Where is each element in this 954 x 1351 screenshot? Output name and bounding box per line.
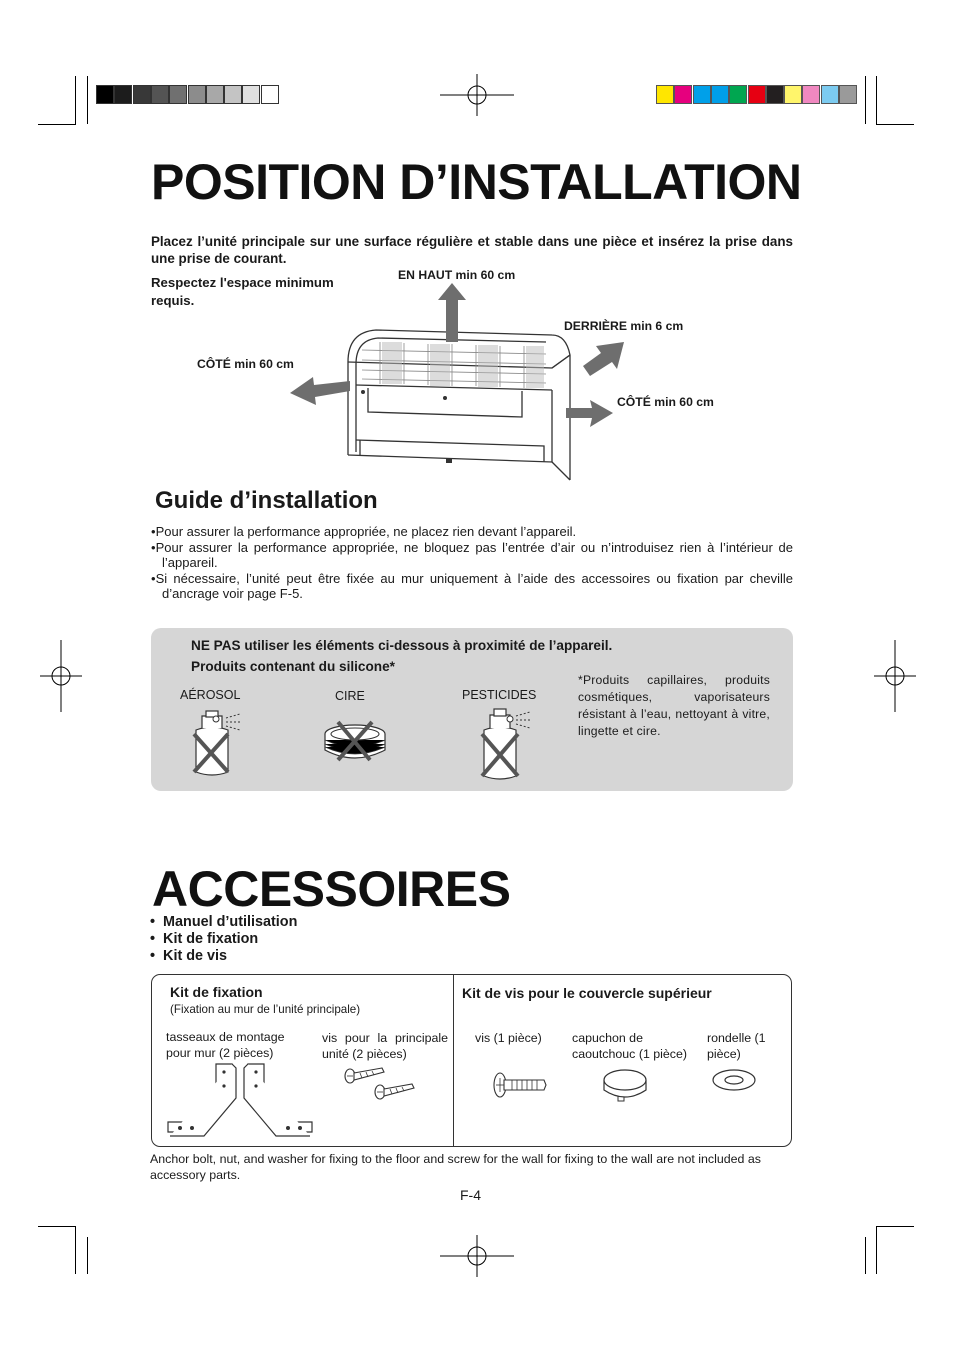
cover-screw-kit-title: Kit de vis pour le couvercle supérieur	[462, 985, 712, 1001]
mounting-bracket-icon	[164, 1058, 324, 1142]
page-number: F-4	[460, 1187, 481, 1203]
label-side-left: CÔTÉ min 60 cm	[197, 357, 294, 371]
section-title-position: POSITION D’INSTALLATION	[151, 154, 802, 210]
washer-icon	[711, 1068, 757, 1092]
wood-screws-icon	[340, 1064, 420, 1106]
screw-label: vis (1 pièce)	[475, 1031, 542, 1045]
cover-screw-icon	[490, 1068, 550, 1102]
warning-line1: NE PAS utiliser les éléments ci-dessous à proximité de l’appareil.	[191, 638, 613, 653]
item-wax-label: CIRE	[335, 689, 365, 703]
accessory-item: • Kit de fixation	[150, 931, 259, 947]
fixing-kit-subtitle: (Fixation au mur de l’unité principale)	[170, 1003, 361, 1016]
item-pesticides-label: PESTICIDES	[462, 688, 537, 702]
rubber-cap-icon	[600, 1066, 650, 1106]
fixing-kit-title: Kit de fixation	[170, 984, 263, 1000]
section-title-accessories: ACCESSOIRES	[152, 861, 511, 917]
aerosol-can-icon	[188, 708, 248, 778]
guide-heading: Guide d’installation	[155, 487, 378, 514]
accessory-item: • Kit de vis	[150, 948, 228, 964]
accessories-divider	[453, 975, 454, 1146]
guide-bullets	[151, 524, 793, 602]
label-back: DERRIÈRE min 6 cm	[564, 319, 684, 333]
label-top: EN HAUT min 60 cm	[398, 268, 516, 282]
wax-tin-icon	[320, 718, 390, 768]
main-unit-screws-label: vis pour la principale unité (2 pièces)	[322, 1031, 448, 1061]
rubber-cap-label: capuchon de caoutchouc (1 pièce)	[572, 1031, 688, 1061]
accessories-list	[150, 914, 297, 965]
space-note: Respectez l'espace minimum requis.	[151, 275, 334, 308]
guide-bullet: •Si nécessaire, l’unité peut être fixée au mur uniquement à l’aide des accessoires ou fixation par cheville d’ancrage voir page F-5.	[151, 570, 793, 602]
washer-label: rondelle (1 pièce)	[707, 1031, 766, 1061]
guide-bullet: •Pour assurer la performance appropriée, ne placez rien devant l’appareil.	[151, 524, 577, 539]
pesticide-can-icon	[476, 706, 536, 782]
footer-note: Anchor bolt, nut, and washer for fixing to the floor and screw for the wall for fixing to the wall are not included as accessory parts.	[150, 1152, 761, 1182]
item-aerosol-label: AÉROSOL	[180, 688, 241, 702]
mounting-brackets-label: tasseaux de montage pour mur (2 pièces)	[166, 1030, 285, 1060]
warning-footnote: *Produits capillaires, produits cosmétiques, vaporisateurs résistant à l’eau, nettoyant à vitre, lingette et cire.	[578, 673, 770, 738]
warning-line2: Produits contenant du silicone*	[191, 659, 395, 674]
guide-bullet: •Pour assurer la performance appropriée, ne bloquez pas l’entrée d’air ou n’introduisez rien à l’intérieur de l’appareil.	[151, 539, 793, 571]
intro-text: Placez l’unité principale sur une surface régulière et stable dans une pièce et insérez la prise dans une prise de courant.	[151, 234, 793, 266]
label-side-right: CÔTÉ min 60 cm	[617, 395, 714, 409]
accessory-item: • Manuel d’utilisation	[150, 914, 298, 930]
